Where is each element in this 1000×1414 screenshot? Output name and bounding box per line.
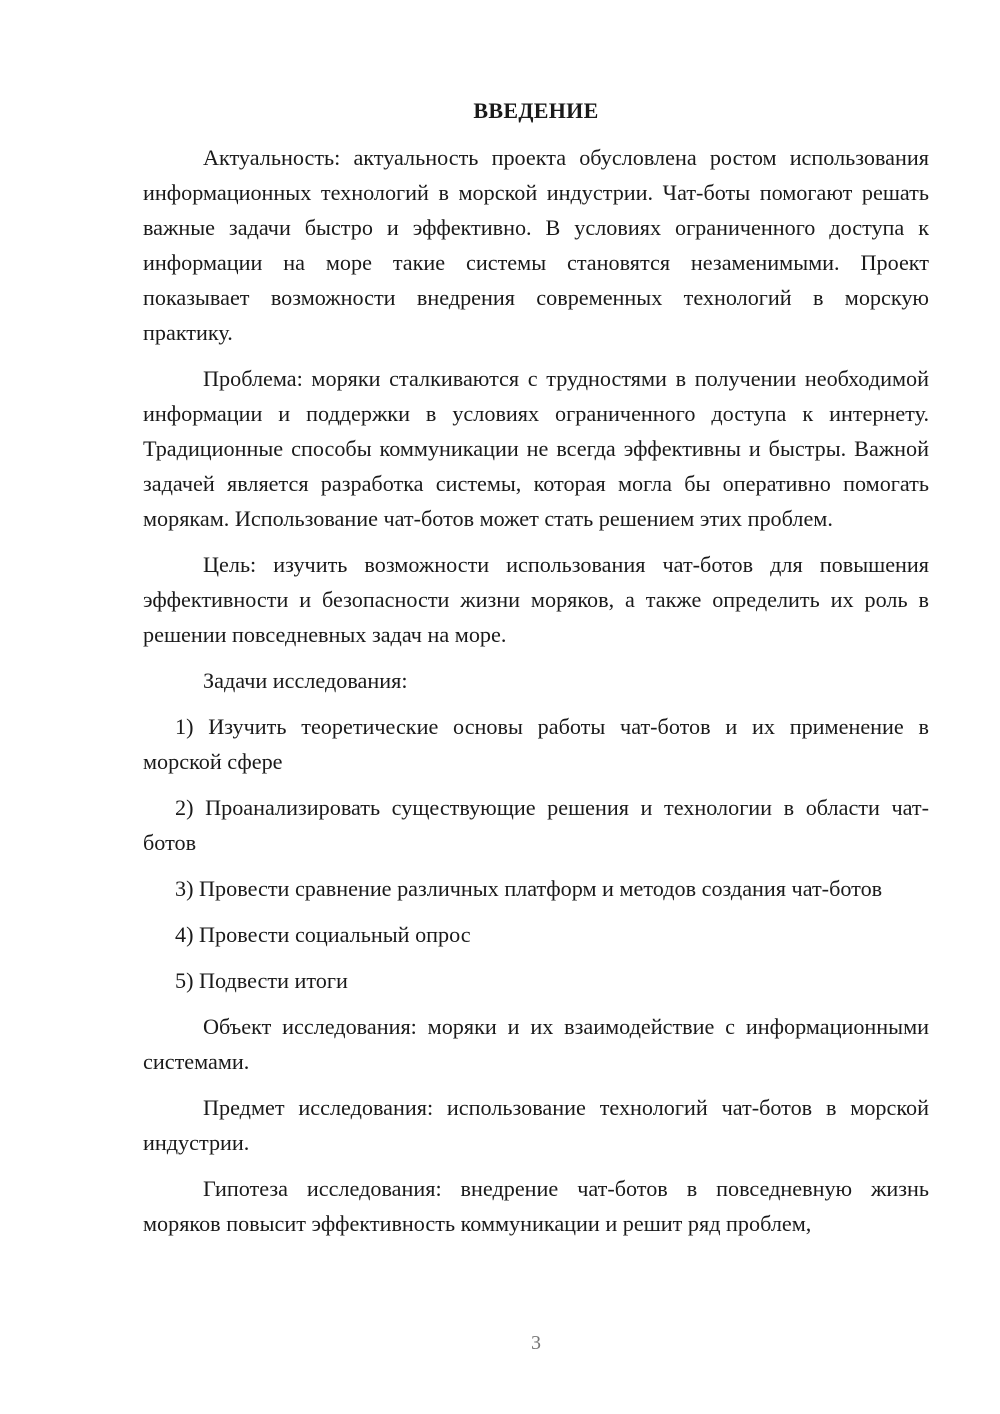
task-item-2: 2) Проанализировать существующие решения и технологии в области чат-ботов (143, 795, 929, 855)
relevance-paragraph: Актуальность: актуальность проекта обусловлена ростом использования информационных технологий в морской индустрии. Чат-боты помогают решать важные задачи быстро и эффективно. В условиях ограниченного доступа к информации на море такие системы становятся незаменимыми. Проект показывает возможности внедрения современных технологий в морскую практику. (143, 145, 929, 345)
task-item-5: 5) Подвести итоги (175, 968, 348, 993)
tasks-heading: Задачи исследования: (203, 668, 408, 693)
task-item-3: 3) Провести сравнение различных платформ и методов создания чат-ботов (175, 876, 883, 901)
object-paragraph: Объект исследования: моряки и их взаимодействие с информационными системами. (143, 1014, 929, 1074)
subject-paragraph: Предмет исследования: использование технологий чат-ботов в морской индустрии. (143, 1095, 929, 1155)
hypothesis-paragraph: Гипотеза исследования: внедрение чат-ботов в повседневную жизнь моряков повысит эффективность коммуникации и решит ряд проблем, (143, 1176, 929, 1236)
page-content (143, 95, 929, 1252)
page-number: 3 (531, 1332, 541, 1354)
task-item-1: 1) Изучить теоретические основы работы чат-ботов и их применение в морской сфере (143, 714, 929, 774)
section-title: ВВЕДЕНИЕ (473, 98, 599, 123)
problem-paragraph: Проблема: моряки сталкиваются с трудностями в получении необходимой информации и поддержки в условиях ограниченного доступа к интернету. Традиционные способы коммуникации не всегда эффективны и быстры. Важной задачей является разработка системы, которая могла бы оперативно помогать морякам. Использование чат-ботов может стать решением этих проблем. (143, 366, 929, 531)
goal-paragraph: Цель: изучить возможности использования чат-ботов для повышения эффективности и безопасности жизни моряков, а также определить их роль в решении повседневных задач на море. (143, 552, 929, 647)
task-item-4: 4) Провести социальный опрос (175, 922, 471, 947)
